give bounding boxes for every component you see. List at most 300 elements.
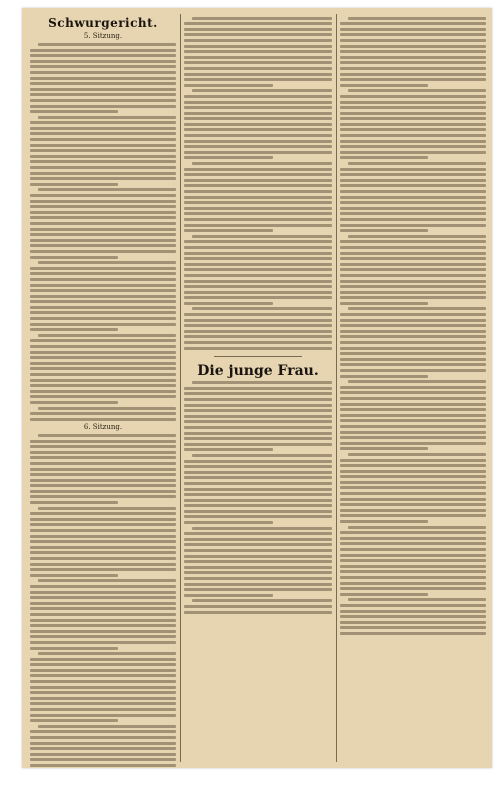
text-line bbox=[184, 168, 332, 171]
text-line bbox=[340, 582, 486, 585]
text-line bbox=[340, 201, 486, 204]
text-line bbox=[340, 570, 486, 573]
text-line bbox=[184, 341, 332, 344]
text-line bbox=[340, 459, 486, 462]
text-line bbox=[30, 200, 176, 203]
text-line bbox=[30, 658, 176, 661]
text-line bbox=[340, 419, 486, 422]
column-rule bbox=[180, 14, 181, 762]
text-line bbox=[38, 261, 176, 264]
text-line bbox=[340, 218, 486, 221]
text-line bbox=[30, 317, 176, 320]
text-line bbox=[30, 155, 176, 158]
text-line bbox=[340, 464, 486, 467]
text-line bbox=[340, 257, 486, 260]
text-line bbox=[184, 532, 332, 535]
text-line bbox=[340, 431, 486, 434]
text-line bbox=[30, 708, 176, 711]
text-line bbox=[184, 426, 332, 429]
text-line bbox=[348, 17, 486, 20]
text-line bbox=[340, 358, 486, 361]
text-line bbox=[30, 758, 176, 761]
text-line bbox=[184, 560, 332, 563]
text-line bbox=[340, 246, 486, 249]
column-rule bbox=[336, 14, 337, 762]
text-line bbox=[184, 173, 332, 176]
text-line bbox=[340, 319, 486, 322]
text-line bbox=[184, 448, 273, 451]
text-line bbox=[184, 106, 332, 109]
text-line bbox=[340, 95, 486, 98]
text-line bbox=[30, 691, 176, 694]
text-line bbox=[184, 179, 332, 182]
text-line bbox=[30, 306, 176, 309]
text-line bbox=[38, 43, 176, 46]
text-line bbox=[340, 481, 486, 484]
text-line bbox=[340, 207, 486, 210]
text-line bbox=[30, 663, 176, 666]
text-line bbox=[184, 404, 332, 407]
text-line bbox=[340, 151, 486, 154]
text-line bbox=[30, 607, 176, 610]
text-line bbox=[30, 205, 176, 208]
text-line bbox=[30, 479, 176, 482]
text-line bbox=[30, 473, 176, 476]
text-line bbox=[184, 78, 332, 81]
text-line bbox=[348, 453, 486, 456]
text-line bbox=[340, 134, 486, 137]
text-line bbox=[340, 324, 486, 327]
text-line bbox=[184, 465, 332, 468]
text-line bbox=[184, 296, 332, 299]
text-line bbox=[184, 285, 332, 288]
text-line bbox=[340, 84, 428, 87]
text-line bbox=[340, 565, 486, 568]
text-line bbox=[184, 22, 332, 25]
text-line bbox=[30, 596, 176, 599]
text-line bbox=[184, 515, 332, 518]
text-line bbox=[184, 291, 332, 294]
text-line bbox=[184, 73, 332, 76]
section-title: Schwurgericht. bbox=[48, 16, 158, 30]
text-line bbox=[340, 403, 486, 406]
text-line bbox=[30, 239, 176, 242]
text-line bbox=[30, 619, 176, 622]
text-line bbox=[30, 339, 176, 342]
text-line bbox=[340, 330, 486, 333]
text-line bbox=[30, 127, 176, 130]
text-line bbox=[38, 434, 176, 437]
column-1 bbox=[30, 14, 176, 762]
text-line bbox=[340, 168, 486, 171]
text-line bbox=[340, 106, 486, 109]
text-line bbox=[340, 436, 486, 439]
text-line bbox=[30, 418, 176, 421]
text-line bbox=[192, 17, 332, 20]
text-line bbox=[340, 363, 486, 366]
text-line bbox=[184, 611, 332, 614]
text-line bbox=[348, 307, 486, 310]
text-line bbox=[184, 521, 273, 524]
text-line bbox=[30, 753, 176, 756]
text-line bbox=[30, 222, 176, 225]
text-line bbox=[30, 602, 176, 605]
text-line bbox=[340, 335, 486, 338]
text-line bbox=[340, 559, 486, 562]
text-line bbox=[348, 380, 486, 383]
text-line bbox=[30, 49, 176, 52]
text-line bbox=[30, 630, 176, 633]
text-line bbox=[340, 22, 486, 25]
text-line bbox=[30, 345, 176, 348]
text-line bbox=[30, 563, 176, 566]
text-line bbox=[30, 390, 176, 393]
text-line bbox=[184, 201, 332, 204]
text-line bbox=[184, 566, 332, 569]
text-line bbox=[192, 381, 332, 384]
text-line bbox=[30, 379, 176, 382]
text-line bbox=[30, 647, 118, 650]
text-line bbox=[184, 45, 332, 48]
text-line bbox=[38, 652, 176, 655]
text-line bbox=[184, 196, 332, 199]
text-line bbox=[340, 369, 486, 372]
text-line bbox=[340, 224, 486, 227]
text-line bbox=[30, 216, 176, 219]
text-line bbox=[30, 484, 176, 487]
text-line bbox=[340, 33, 486, 36]
text-line bbox=[184, 56, 332, 59]
text-line bbox=[184, 257, 332, 260]
text-line bbox=[340, 492, 486, 495]
text-line bbox=[30, 574, 118, 577]
text-line bbox=[192, 235, 332, 238]
text-line bbox=[192, 599, 332, 602]
text-line bbox=[184, 347, 332, 350]
text-line bbox=[340, 50, 486, 53]
text-line bbox=[340, 548, 486, 551]
text-line bbox=[184, 499, 332, 502]
text-line bbox=[30, 311, 176, 314]
text-line bbox=[340, 117, 486, 120]
text-line bbox=[340, 296, 486, 299]
text-line bbox=[184, 156, 273, 159]
text-line bbox=[184, 594, 273, 597]
divider bbox=[214, 356, 302, 357]
column-3 bbox=[340, 14, 486, 762]
text-line bbox=[184, 460, 332, 463]
text-line bbox=[184, 432, 332, 435]
text-line bbox=[340, 252, 486, 255]
text-block bbox=[30, 434, 176, 768]
text-line bbox=[30, 468, 176, 471]
text-line bbox=[348, 235, 486, 238]
text-block bbox=[340, 17, 486, 635]
text-line bbox=[38, 334, 176, 337]
text-line bbox=[184, 145, 332, 148]
text-line bbox=[30, 82, 176, 85]
text-line bbox=[30, 540, 176, 543]
text-line bbox=[340, 61, 486, 64]
text-line bbox=[184, 28, 332, 31]
text-line bbox=[30, 278, 176, 281]
text-line bbox=[340, 604, 486, 607]
text-line bbox=[184, 84, 273, 87]
text-line bbox=[184, 420, 332, 423]
text-line bbox=[184, 140, 332, 143]
text-line bbox=[184, 555, 332, 558]
text-line bbox=[30, 71, 176, 74]
text-line bbox=[340, 621, 486, 624]
text-line bbox=[30, 742, 176, 745]
text-line bbox=[30, 267, 176, 270]
text-line bbox=[184, 392, 332, 395]
text-line bbox=[184, 504, 332, 507]
text-line bbox=[30, 177, 176, 180]
text-line bbox=[340, 78, 486, 81]
text-line bbox=[184, 218, 332, 221]
text-line bbox=[340, 123, 486, 126]
text-line bbox=[184, 571, 332, 574]
text-line bbox=[340, 503, 486, 506]
text-line bbox=[340, 531, 486, 534]
text-line bbox=[30, 244, 176, 247]
text-line bbox=[340, 128, 486, 131]
text-line bbox=[340, 352, 486, 355]
text-block bbox=[184, 17, 332, 350]
text-line bbox=[340, 576, 486, 579]
text-line bbox=[184, 134, 332, 137]
text-line bbox=[30, 512, 176, 515]
text-line bbox=[30, 65, 176, 68]
text-line bbox=[30, 546, 176, 549]
text-line bbox=[38, 407, 176, 410]
text-line bbox=[184, 151, 332, 154]
text-line bbox=[184, 207, 332, 210]
text-line bbox=[30, 99, 176, 102]
text-line bbox=[30, 495, 176, 498]
text-line bbox=[184, 101, 332, 104]
text-line bbox=[192, 89, 332, 92]
text-line bbox=[184, 443, 332, 446]
text-line bbox=[340, 196, 486, 199]
text-line bbox=[184, 50, 332, 53]
text-line bbox=[30, 680, 176, 683]
text-line bbox=[184, 415, 332, 418]
text-line bbox=[340, 414, 486, 417]
text-line bbox=[340, 632, 486, 635]
text-line bbox=[30, 384, 176, 387]
text-line bbox=[30, 535, 176, 538]
text-line bbox=[340, 475, 486, 478]
text-line bbox=[348, 526, 486, 529]
text-line bbox=[340, 179, 486, 182]
text-line bbox=[184, 112, 332, 115]
text-line bbox=[30, 110, 118, 113]
text-line bbox=[30, 591, 176, 594]
text-line bbox=[192, 162, 332, 165]
article-title: Die junge Frau. bbox=[197, 362, 319, 379]
text-line bbox=[184, 488, 332, 491]
text-line bbox=[30, 77, 176, 80]
text-line bbox=[340, 375, 428, 378]
text-line bbox=[30, 624, 176, 627]
text-line bbox=[184, 387, 332, 390]
text-line bbox=[184, 510, 332, 513]
text-line bbox=[30, 149, 176, 152]
text-line bbox=[30, 736, 176, 739]
text-line bbox=[30, 93, 176, 96]
text-line bbox=[340, 593, 428, 596]
text-line bbox=[340, 341, 486, 344]
text-line bbox=[184, 268, 332, 271]
text-line bbox=[30, 300, 176, 303]
text-line bbox=[30, 367, 176, 370]
text-line bbox=[38, 188, 176, 191]
text-line bbox=[340, 190, 486, 193]
text-line bbox=[340, 156, 428, 159]
text-line bbox=[30, 284, 176, 287]
text-line bbox=[184, 263, 332, 266]
text-line bbox=[340, 145, 486, 148]
text-line bbox=[30, 445, 176, 448]
text-line bbox=[340, 386, 486, 389]
text-line bbox=[30, 395, 176, 398]
text-line bbox=[30, 60, 176, 63]
text-line bbox=[184, 335, 332, 338]
text-line bbox=[30, 702, 176, 705]
text-line bbox=[340, 112, 486, 115]
text-line bbox=[30, 714, 176, 717]
text-line bbox=[192, 527, 332, 530]
text-line bbox=[30, 501, 118, 504]
text-line bbox=[340, 498, 486, 501]
text-line bbox=[30, 228, 176, 231]
text-line bbox=[30, 462, 176, 465]
text-line bbox=[38, 725, 176, 728]
text-line bbox=[340, 537, 486, 540]
text-line bbox=[30, 323, 176, 326]
text-line bbox=[30, 451, 176, 454]
text-line bbox=[30, 635, 176, 638]
text-line bbox=[340, 486, 486, 489]
text-line bbox=[184, 240, 332, 243]
text-line bbox=[184, 229, 273, 232]
text-line bbox=[30, 54, 176, 57]
text-line bbox=[184, 313, 332, 316]
text-line bbox=[184, 117, 332, 120]
text-line bbox=[184, 123, 332, 126]
text-line bbox=[340, 39, 486, 42]
text-line bbox=[340, 470, 486, 473]
text-line bbox=[30, 551, 176, 554]
text-line bbox=[340, 45, 486, 48]
text-line bbox=[184, 95, 332, 98]
text-line bbox=[30, 289, 176, 292]
text-line bbox=[340, 101, 486, 104]
text-line bbox=[340, 67, 486, 70]
text-line bbox=[184, 319, 332, 322]
text-line bbox=[30, 183, 118, 186]
text-line bbox=[184, 482, 332, 485]
text-line bbox=[184, 330, 332, 333]
text-line bbox=[30, 233, 176, 236]
text-block bbox=[30, 43, 176, 421]
text-line bbox=[38, 507, 176, 510]
text-line bbox=[340, 542, 486, 545]
text-line bbox=[184, 280, 332, 283]
text-line bbox=[184, 409, 332, 412]
text-line bbox=[340, 626, 486, 629]
text-line bbox=[30, 144, 176, 147]
text-line bbox=[340, 425, 486, 428]
text-line bbox=[340, 263, 486, 266]
text-line bbox=[30, 362, 176, 365]
text-line bbox=[30, 256, 118, 259]
session-heading: 5. Sitzung. bbox=[83, 32, 123, 41]
text-line bbox=[340, 391, 486, 394]
text-line bbox=[30, 160, 176, 163]
text-line bbox=[30, 686, 176, 689]
text-line bbox=[184, 577, 332, 580]
text-line bbox=[184, 543, 332, 546]
text-line bbox=[30, 674, 176, 677]
text-line bbox=[30, 697, 176, 700]
text-line bbox=[340, 610, 486, 613]
text-line bbox=[192, 307, 332, 310]
text-line bbox=[340, 285, 486, 288]
text-line bbox=[184, 538, 332, 541]
session-heading: 6. Sitzung. bbox=[83, 423, 123, 432]
text-line bbox=[30, 121, 176, 124]
text-line bbox=[340, 291, 486, 294]
text-line bbox=[340, 520, 428, 523]
text-line bbox=[340, 587, 486, 590]
text-line bbox=[30, 356, 176, 359]
text-line bbox=[30, 641, 176, 644]
text-line bbox=[184, 61, 332, 64]
text-line bbox=[38, 579, 176, 582]
text-line bbox=[30, 518, 176, 521]
text-line bbox=[340, 514, 486, 517]
text-line bbox=[30, 440, 176, 443]
text-line bbox=[30, 456, 176, 459]
text-line bbox=[340, 240, 486, 243]
text-line bbox=[30, 747, 176, 750]
text-line bbox=[340, 554, 486, 557]
text-line bbox=[340, 73, 486, 76]
text-line bbox=[340, 229, 428, 232]
text-line bbox=[30, 401, 118, 404]
text-line bbox=[30, 490, 176, 493]
text-line bbox=[340, 280, 486, 283]
text-line bbox=[30, 613, 176, 616]
text-line bbox=[184, 33, 332, 36]
text-line bbox=[30, 523, 176, 526]
text-line bbox=[30, 557, 176, 560]
text-line bbox=[340, 313, 486, 316]
text-line bbox=[184, 471, 332, 474]
text-line bbox=[30, 295, 176, 298]
text-line bbox=[184, 212, 332, 215]
text-line bbox=[30, 585, 176, 588]
text-line bbox=[340, 615, 486, 618]
text-line bbox=[30, 328, 118, 331]
text-line bbox=[30, 105, 176, 108]
text-line bbox=[30, 373, 176, 376]
text-line bbox=[30, 172, 176, 175]
text-line bbox=[30, 730, 176, 733]
